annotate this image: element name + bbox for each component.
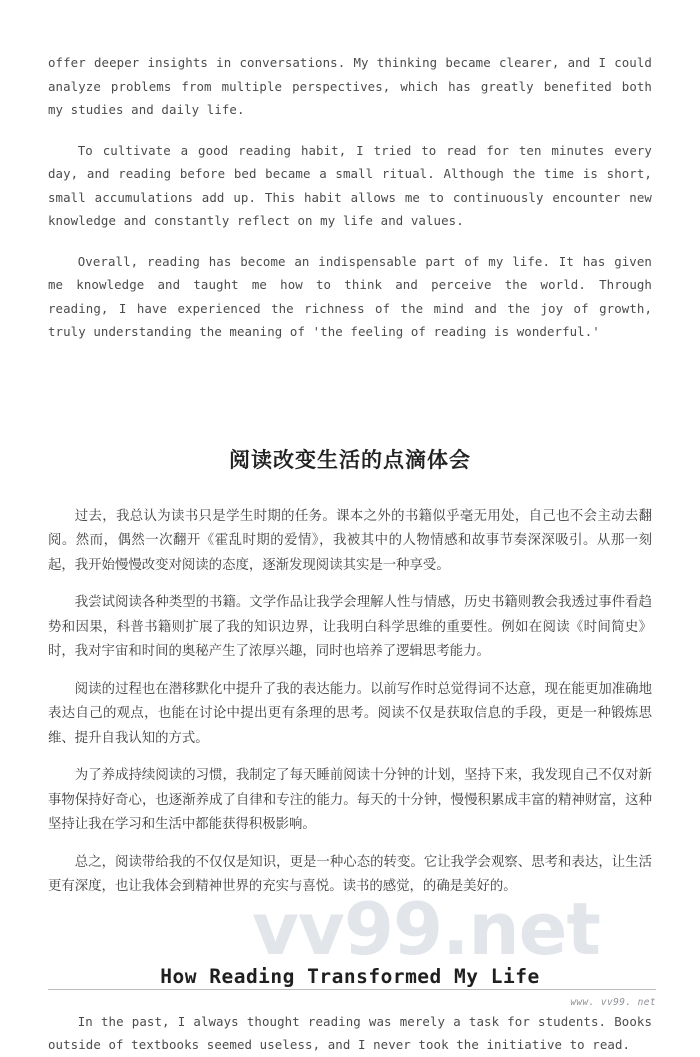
english-heading: How Reading Transformed My Life: [160, 964, 540, 988]
chinese-paragraph: 我尝试阅读各种类型的书籍。文学作品让我学会理解人性与情感，历史书籍则教会我透过事件看趋势和因果，科普书籍则扩展了我的知识边界，让我明白科学思维的重要性。例如在阅读《时间简史》时，我对宇宙和时间的奥秘产生了浓厚兴趣，同时也培养了逻辑思考能力。: [48, 595, 652, 659]
watermark-text: vv99.net: [252, 887, 600, 971]
chinese-paragraph: 为了养成持续阅读的习惯，我制定了每天睡前阅读十分钟的计划，坚持下来，我发现自己不仅对新事物保持好奇心，也逐渐养成了自律和专注的能力。每天的十分钟，慢慢积累成丰富的精神财富，这种坚持让我在学习和生活中都能获得积极影响。: [48, 768, 652, 832]
chinese-paragraph: 阅读的过程也在潜移默化中提升了我的表达能力。以前写作时总觉得词不达意，现在能更加准确地表达自己的观点，也能在讨论中提出更有条理的思考。阅读不仅是获取信息的手段，更是一种锻炼思维、提升自我认知的方式。: [48, 681, 652, 746]
document-page: [0, 51, 700, 1052]
english-paragraph: Overall, reading has become an indispensable part of my life. It has given me knowledge and taught me how to think and perceive the world. Through reading, I have experienced the richness of the mind and the joy of growth, truly understanding the meaning of 'the feeling of reading is wonderful.': [48, 253, 652, 339]
footer-url: www. vv99. net: [570, 997, 656, 1008]
english-section-top: [48, 51, 652, 344]
english-paragraph: To cultivate a good reading habit, I tried to read for ten minutes every day, and reading before bed became a small ritual. Although the time is short, small accumulations add up. This habit allows me to continuously encounter new knowledge and constantly reflect on my life and values.: [48, 142, 652, 228]
chinese-paragraph: 过去，我总认为读书只是学生时期的任务。课本之外的书籍似乎毫无用处，自己也不会主动去翻阅。然而，偶然一次翻开《霍乱时期的爱情》，我被其中的人物情感和故事节奏深深吸引。从那一刻起，我开始慢慢改变对阅读的态度，逐渐发现阅读其实是一种享受。: [48, 508, 652, 573]
page-footer: [48, 989, 656, 1008]
english-paragraph: offer deeper insights in conversations. My thinking became clearer, and I could analyze problems from multiple perspectives, which has greatly benefited both my studies and daily life.: [48, 55, 652, 117]
english-section-bottom: [48, 913, 652, 1057]
document-content: [0, 51, 700, 1057]
chinese-heading: 阅读改变生活的点滴体会: [229, 447, 471, 472]
footer-divider: [48, 989, 656, 990]
chinese-paragraph: 总之，阅读带给我的不仅仅是知识，更是一种心态的转变。它让我学会观察、思考和表达，让生活更有深度，也让我体会到精神世界的充实与喜悦。读书的感觉，的确是美好的。: [48, 854, 652, 894]
chinese-section: [48, 361, 652, 900]
english-paragraph: In the past, I always thought reading was merely a task for students. Books outside of textbooks seemed useless, and I never took the initiative to read.: [48, 1013, 652, 1052]
